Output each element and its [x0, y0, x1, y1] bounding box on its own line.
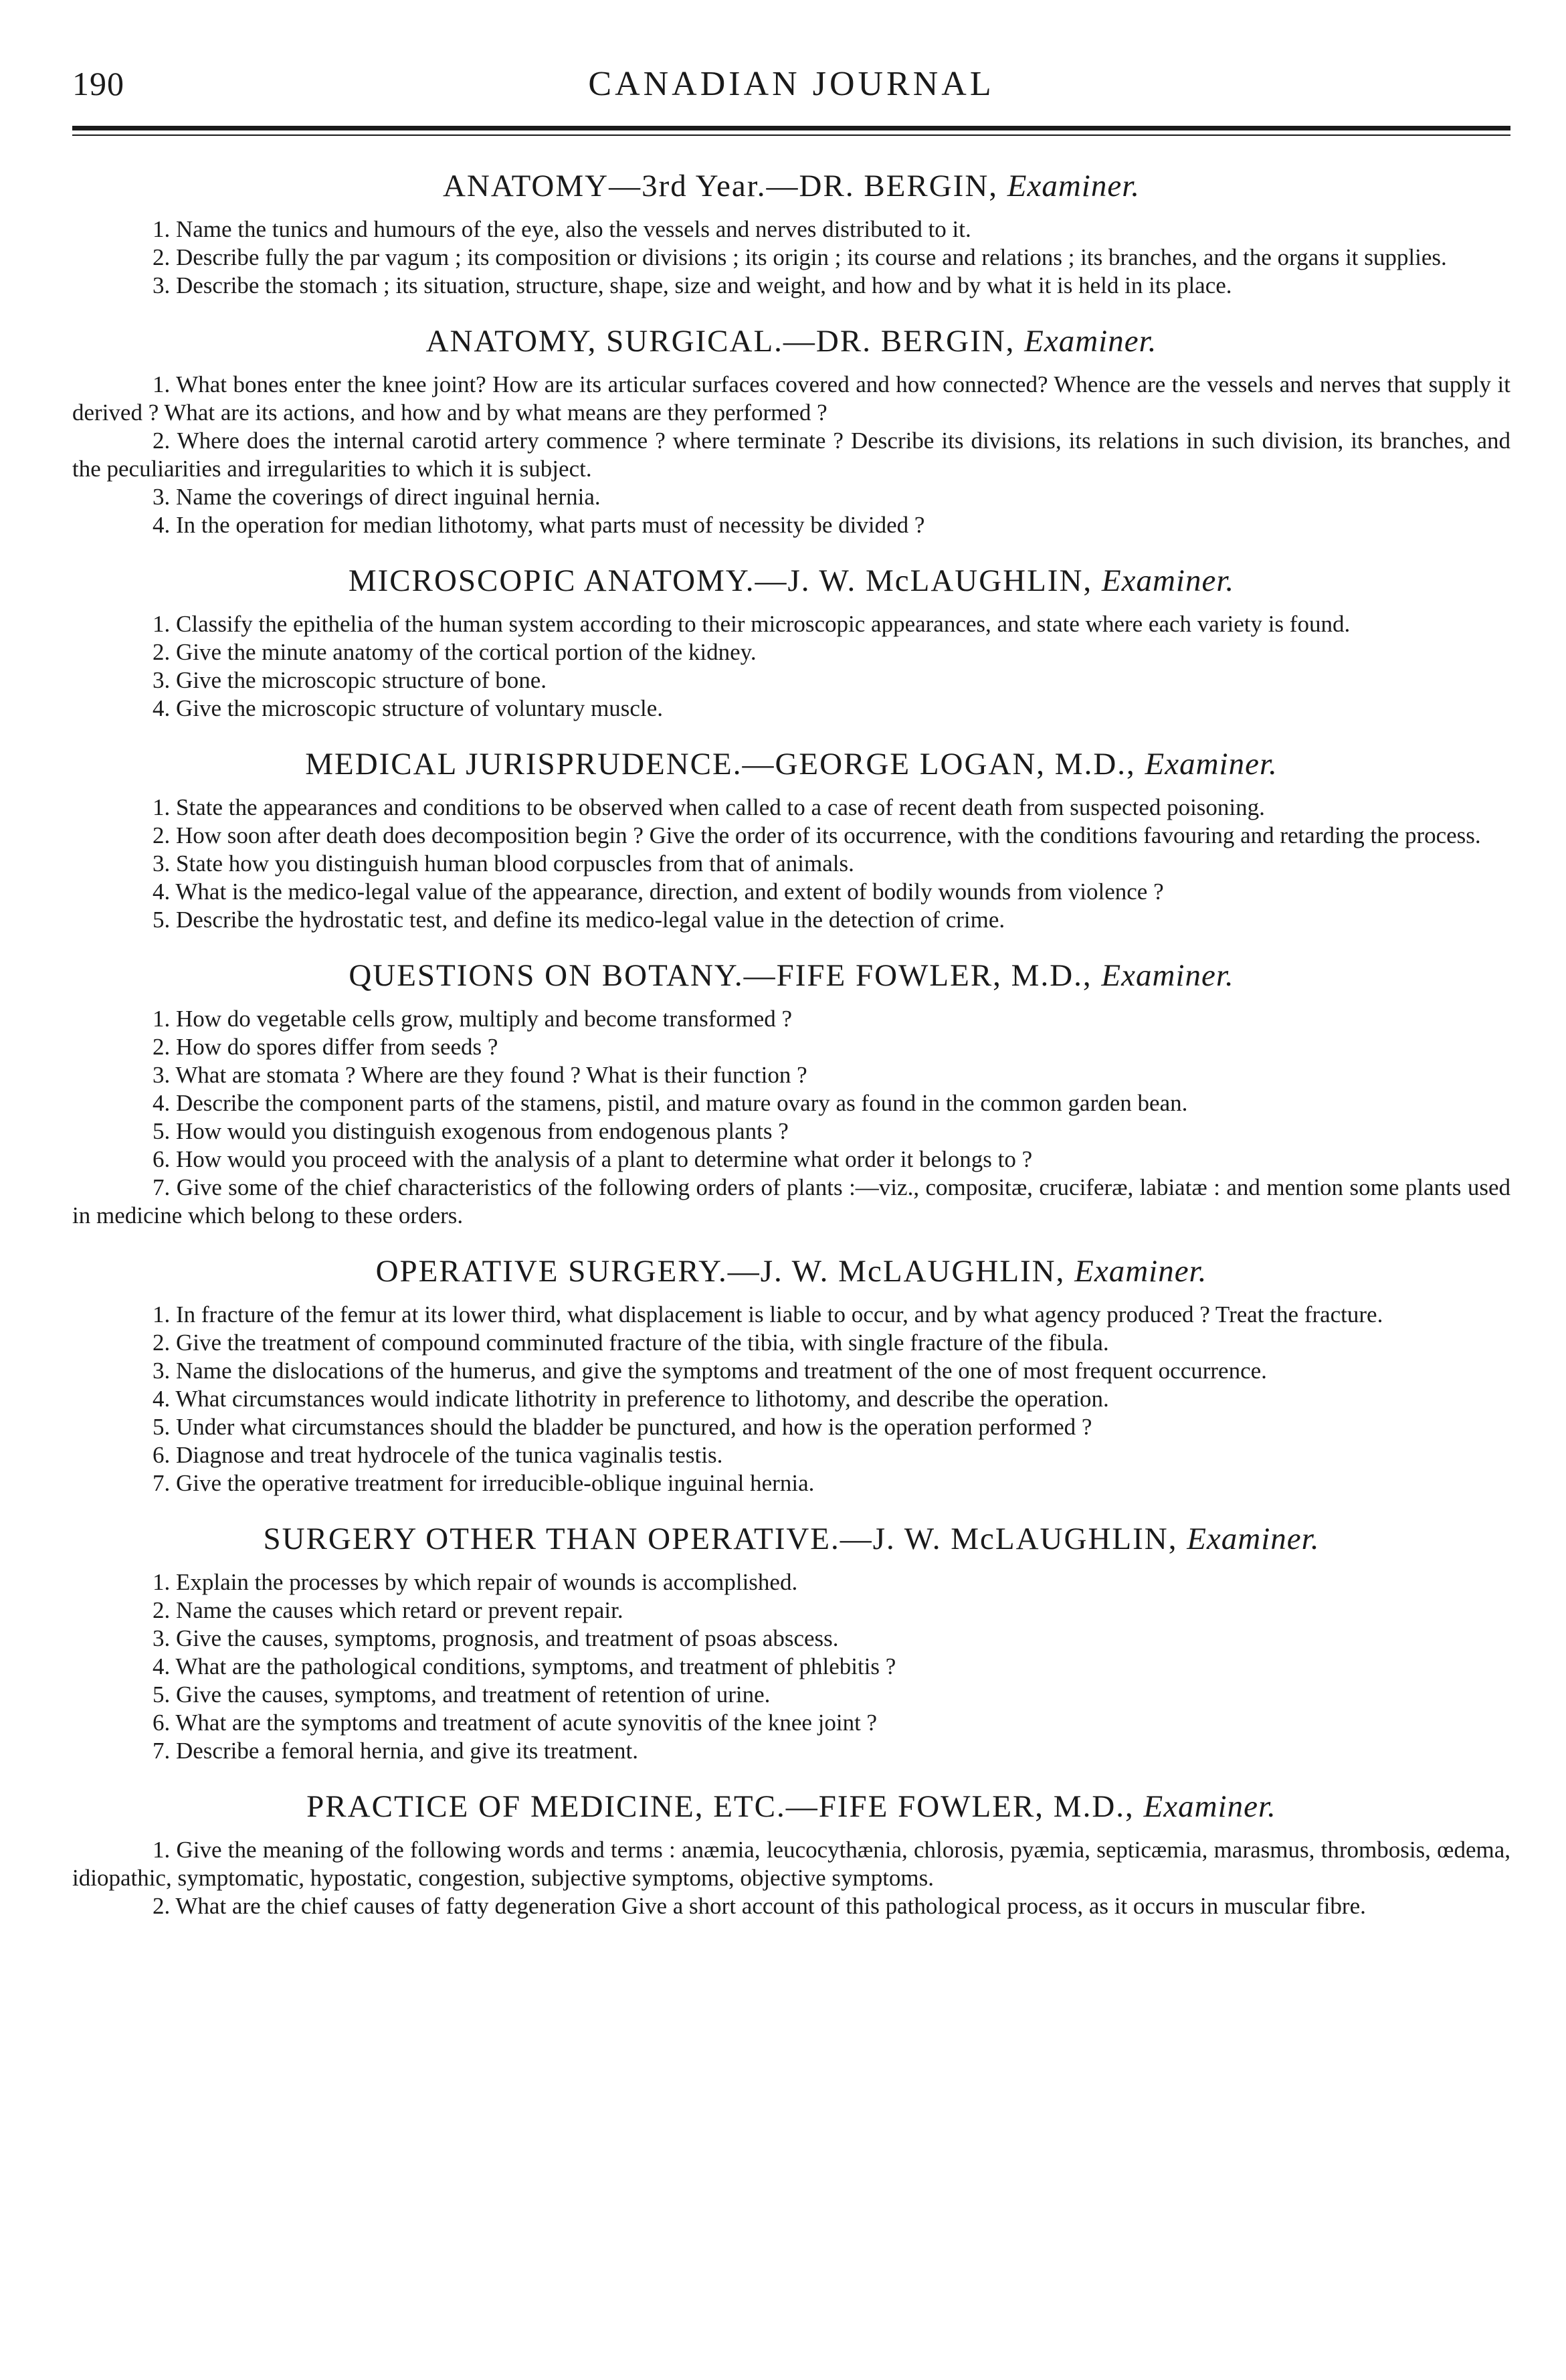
section-heading [72, 167, 1510, 205]
section-title: ANATOMY, SURGICAL.—DR. BERGIN, [425, 324, 1015, 359]
examiner-label: Examiner. [1143, 1789, 1276, 1824]
question-number: 3. [153, 1062, 171, 1088]
question-text: What are the pathological conditions, symptoms, and treatment of phlebitis ? [175, 1653, 896, 1679]
question-number: 3. [153, 1625, 171, 1651]
question-text: Classify the epithelia of the human system according to their microscopic appearances, and state where each variety is found. [176, 611, 1351, 637]
question-item [72, 1117, 1510, 1146]
question-item [72, 1441, 1510, 1469]
question-number: 1. [153, 371, 171, 397]
exam-section [72, 957, 1510, 1230]
question-item [72, 822, 1510, 850]
question-item [72, 511, 1510, 539]
examiner-label: Examiner. [1007, 169, 1141, 203]
section-heading [72, 1520, 1510, 1558]
section-heading [72, 957, 1510, 994]
question-number: 1. [153, 216, 171, 242]
section-title: MEDICAL JURISPRUDENCE.—GEORGE LOGAN, M.D., [305, 747, 1136, 782]
question-number: 3. [153, 667, 171, 693]
section-heading [72, 562, 1510, 600]
question-number: 3. [153, 272, 171, 298]
exam-section [72, 1520, 1510, 1765]
question-text: What bones enter the knee joint? How are its articular surfaces covered and how connected? Whence are the vessels and nerves that supply it derived ? What are its actions, and how and by what means are they performed ? [72, 371, 1510, 426]
question-item [72, 1146, 1510, 1174]
question-text: Give the operative treatment for irreducible-oblique inguinal hernia. [176, 1470, 815, 1496]
question-text: How would you distinguish exogenous from endogenous plants ? [176, 1118, 789, 1144]
question-text: Give the meaning of the following words and terms : anæmia, leucocythænia, chlorosis, pyæmia, septicæmia, marasmus, thrombosis, œdema, idiopathic, symptomatic, hypostatic, congestion, subjective symptoms, objective symptoms. [72, 1837, 1510, 1891]
question-item [72, 371, 1510, 427]
question-text: In the operation for median lithotomy, what parts must of necessity be divided ? [176, 512, 925, 538]
question-number: 4. [153, 695, 171, 721]
exam-section [72, 745, 1510, 934]
question-item [72, 1836, 1510, 1892]
question-item [72, 427, 1510, 483]
question-text: What are the chief causes of fatty degeneration Give a short account of this pathological process, as it occurs in muscular fibre. [175, 1893, 1366, 1919]
question-number: 5. [153, 1118, 171, 1144]
section-title: MICROSCOPIC ANATOMY.—J. W. McLAUGHLIN, [348, 563, 1093, 598]
question-text: Name the tunics and humours of the eye, also the vessels and nerves distributed to it. [176, 216, 971, 242]
question-number: 4. [153, 512, 171, 538]
question-number: 2. [153, 1597, 171, 1623]
question-item [72, 1061, 1510, 1089]
question-text: What are the symptoms and treatment of acute synovitis of the knee joint ? [175, 1710, 878, 1736]
question-number: 5. [153, 1681, 171, 1708]
question-number: 2. [153, 1034, 171, 1060]
running-title: CANADIAN JOURNAL [588, 65, 995, 103]
question-item [72, 638, 1510, 666]
question-text: Give the causes, symptoms, prognosis, and treatment of psoas abscess. [176, 1625, 839, 1651]
question-number: 7. [153, 1470, 171, 1496]
question-number: 2. [153, 1330, 171, 1356]
question-text: Give the microscopic structure of voluntary muscle. [176, 695, 663, 721]
question-item [72, 1469, 1510, 1497]
question-item [72, 1625, 1510, 1653]
question-number: 2. [153, 428, 171, 454]
question-item [72, 666, 1510, 695]
question-item [72, 1709, 1510, 1737]
header-rule-thick [72, 126, 1510, 130]
section-heading [72, 323, 1510, 360]
question-number: 2. [153, 244, 171, 270]
examiner-label: Examiner. [1101, 563, 1235, 598]
question-item [72, 794, 1510, 822]
question-item [72, 1089, 1510, 1117]
question-number: 3. [153, 850, 171, 877]
question-number: 2. [153, 639, 171, 665]
exam-questions [72, 167, 1510, 1943]
question-item [72, 1329, 1510, 1357]
examiner-label: Examiner. [1024, 324, 1157, 359]
question-text: How do vegetable cells grow, multiply and become transformed ? [176, 1006, 793, 1032]
question-number: 1. [153, 1837, 171, 1863]
question-number: 4. [153, 1653, 171, 1679]
section-heading [72, 745, 1510, 783]
question-number: 6. [153, 1710, 171, 1736]
question-text: State how you distinguish human blood corpuscles from that of animals. [176, 850, 854, 877]
question-number: 1. [153, 794, 171, 820]
section-title: PRACTICE OF MEDICINE, ETC.—FIFE FOWLER, M.D., [306, 1789, 1135, 1824]
examiner-label: Examiner. [1074, 1254, 1207, 1289]
question-item [72, 1568, 1510, 1596]
header-rule-thin [72, 134, 1510, 136]
question-text: Give some of the chief characteristics of the following orders of plants :—viz., compositæ, cruciferæ, labiatæ : and mention some plants used in medicine which belong to these orders. [72, 1174, 1510, 1228]
section-title: OPERATIVE SURGERY.—J. W. McLAUGHLIN, [375, 1254, 1066, 1289]
question-item [72, 1301, 1510, 1329]
question-text: Describe a femoral hernia, and give its treatment. [176, 1738, 638, 1764]
question-text: Describe the hydrostatic test, and define its medico-legal value in the detection of crime. [176, 907, 1005, 933]
question-item [72, 1892, 1510, 1920]
question-text: Describe the component parts of the stamens, pistil, and mature ovary as found in the common garden bean. [176, 1090, 1188, 1116]
question-item [72, 1033, 1510, 1061]
question-item [72, 1737, 1510, 1765]
question-item [72, 1005, 1510, 1033]
question-text: In fracture of the femur at its lower third, what displacement is liable to occur, and by what agency produced ? Treat the fracture. [176, 1301, 1383, 1328]
question-text: Give the causes, symptoms, and treatment of retention of urine. [176, 1681, 771, 1708]
question-number: 5. [153, 907, 171, 933]
question-number: 6. [153, 1442, 171, 1468]
exam-section [72, 1788, 1510, 1920]
question-item [72, 610, 1510, 638]
question-text: Name the coverings of direct inguinal hernia. [176, 484, 601, 510]
question-number: 7. [153, 1174, 171, 1200]
question-number: 2. [153, 1893, 171, 1919]
question-number: 3. [153, 484, 171, 510]
question-number: 1. [153, 1569, 171, 1595]
question-text: Give the minute anatomy of the cortical portion of the kidney. [176, 639, 757, 665]
examiner-label: Examiner. [1101, 958, 1234, 993]
question-number: 2. [153, 822, 171, 848]
question-text: What circumstances would indicate lithotrity in preference to lithotomy, and describe the operation. [175, 1386, 1109, 1412]
question-number: 4. [153, 1386, 171, 1412]
question-item [72, 695, 1510, 723]
question-text: Explain the processes by which repair of wounds is accomplished. [176, 1569, 798, 1595]
question-number: 1. [153, 611, 171, 637]
question-item [72, 1357, 1510, 1385]
question-item [72, 272, 1510, 300]
section-title: SURGERY OTHER THAN OPERATIVE.—J. W. McLAUGHLIN, [263, 1522, 1178, 1556]
question-text: What is the medico-legal value of the appearance, direction, and extent of bodily wounds from violence ? [175, 879, 1164, 905]
question-text: Describe fully the par vagum ; its composition or divisions ; its origin ; its course and relations ; its branches, and the organs it supplies. [176, 244, 1447, 270]
section-title: ANATOMY—3rd Year.—DR. BERGIN, [442, 169, 999, 203]
question-number: 1. [153, 1301, 171, 1328]
question-text: Describe the stomach ; its situation, structure, shape, size and weight, and how and by what it is held in its place. [176, 272, 1232, 298]
question-item [72, 244, 1510, 272]
question-number: 7. [153, 1738, 171, 1764]
question-text: Where does the internal carotid artery commence ? where terminate ? Describe its divisions, its relations in such division, its branches, and the peculiarities and irregularities to which it is subject. [72, 428, 1510, 482]
question-text: Give the treatment of compound comminuted fracture of the tibia, with single fracture of the fibula. [176, 1330, 1109, 1356]
section-title: QUESTIONS ON BOTANY.—FIFE FOWLER, M.D., [349, 958, 1092, 993]
running-header [72, 64, 1510, 118]
exam-section [72, 1253, 1510, 1497]
question-text: Give the microscopic structure of bone. [176, 667, 547, 693]
question-number: 3. [153, 1358, 171, 1384]
question-text: Name the causes which retard or prevent repair. [176, 1597, 623, 1623]
question-item [72, 1681, 1510, 1709]
question-item [72, 215, 1510, 244]
question-text: Name the dislocations of the humerus, and give the symptoms and treatment of the one of most frequent occurrence. [176, 1358, 1267, 1384]
question-number: 1. [153, 1006, 171, 1032]
exam-section [72, 167, 1510, 300]
examiner-label: Examiner. [1145, 747, 1278, 782]
question-text: Under what circumstances should the bladder be punctured, and how is the operation performed ? [176, 1414, 1092, 1440]
question-text: State the appearances and conditions to be observed when called to a case of recent death from suspected poisoning. [176, 794, 1265, 820]
question-number: 4. [153, 1090, 171, 1116]
question-number: 6. [153, 1146, 171, 1172]
section-heading [72, 1253, 1510, 1290]
question-text: How would you proceed with the analysis of a plant to determine what order it belongs to ? [176, 1146, 1033, 1172]
question-item [72, 1174, 1510, 1230]
question-item [72, 878, 1510, 906]
exam-section [72, 323, 1510, 539]
page-number: 190 [72, 65, 124, 102]
question-item [72, 906, 1510, 934]
section-heading [72, 1788, 1510, 1825]
question-item [72, 1413, 1510, 1441]
question-text: What are stomata ? Where are they found ? What is their function ? [175, 1062, 807, 1088]
examiner-label: Examiner. [1187, 1522, 1320, 1556]
question-text: How soon after death does decomposition begin ? Give the order of its occurrence, with the conditions favouring and retarding the process. [176, 822, 1481, 848]
exam-section [72, 562, 1510, 723]
question-number: 4. [153, 879, 171, 905]
question-item [72, 1385, 1510, 1413]
question-item [72, 483, 1510, 511]
question-text: Diagnose and treat hydrocele of the tunica vaginalis testis. [176, 1442, 723, 1468]
question-item [72, 1596, 1510, 1625]
question-item [72, 850, 1510, 878]
question-number: 5. [153, 1414, 171, 1440]
question-item [72, 1653, 1510, 1681]
question-text: How do spores differ from seeds ? [176, 1034, 498, 1060]
